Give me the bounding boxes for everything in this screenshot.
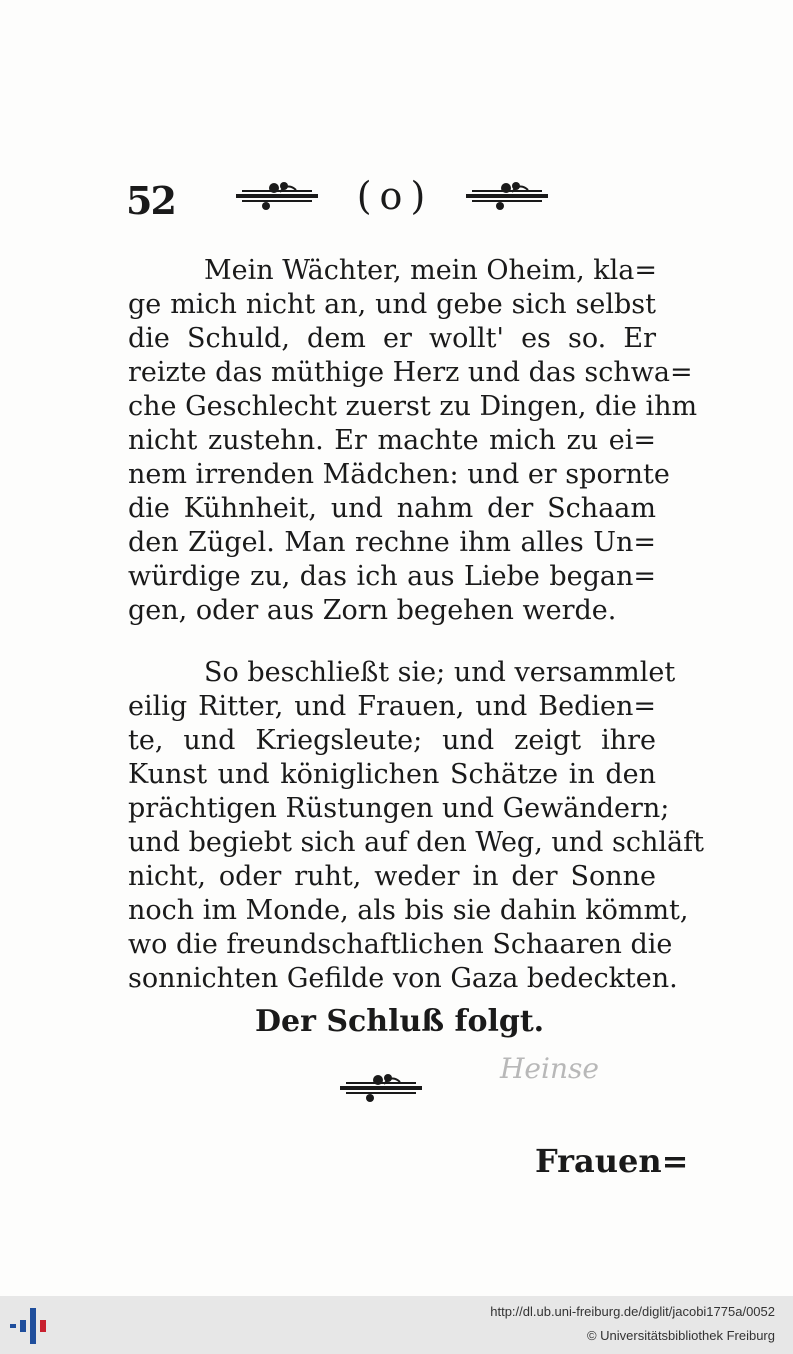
text-line: nicht zustehn. Er machte mich zu ei= (128, 425, 656, 456)
text-line: die Kühnheit, und nahm der Schaam (128, 493, 656, 524)
page-url[interactable]: http://dl.ub.uni-freiburg.de/diglit/jacobi1775a/0052 (490, 1304, 775, 1319)
text-line: würdige zu, das ich aus Liebe began= (128, 561, 656, 592)
text-line: sonnichten Gefilde von Gaza bedeckten. (128, 963, 678, 994)
ornament-bottom-icon (340, 1072, 422, 1106)
text-line: ge mich nicht an, und gebe sich selbst (128, 289, 656, 320)
text-line: den Zügel. Man rechne ihm alles Un= (128, 527, 656, 558)
paragraph-2 (128, 656, 704, 996)
text-line: Kunst und königlichen Schätze in den (128, 759, 656, 790)
text-line: prächtigen Rüstungen und Gewändern; (128, 793, 670, 824)
closing-line: Der Schluß folgt. (255, 1004, 545, 1039)
catchword: Frauen= (535, 1142, 689, 1180)
library-logo-icon[interactable] (10, 1308, 50, 1344)
header-center-mark: (o) (356, 174, 434, 218)
page-number: 52 (126, 178, 175, 223)
copyright-notice: © Universitätsbibliothek Freiburg (586, 1328, 775, 1343)
handwritten-note: Heinse (500, 1052, 599, 1085)
text-line: So beschließt sie; und versammlet (204, 657, 676, 688)
text-line: Mein Wächter, mein Oheim, kla= (204, 255, 657, 286)
text-line: noch im Monde, als bis sie dahin kömmt, (128, 895, 689, 926)
text-line: gen, oder aus Zorn begehen werde. (128, 595, 617, 626)
ornament-left-icon (236, 180, 318, 214)
viewer-footer (0, 1296, 793, 1354)
text-line: te, und Kriegsleute; und zeigt ihre (128, 725, 656, 756)
text-line: nicht, oder ruht, weder in der Sonne (128, 861, 656, 892)
ornament-right-icon (466, 180, 548, 214)
text-line: nem irrenden Mädchen: und er spornte (128, 459, 670, 490)
text-line: die Schuld, dem er wollt' es so. Er (128, 323, 656, 354)
text-line: und begiebt sich auf den Weg, und schläft (128, 827, 704, 858)
text-line: che Geschlecht zuerst zu Dingen, die ihm (128, 391, 698, 422)
text-line: reizte das müthige Herz und das schwa= (128, 357, 693, 388)
page-header (120, 172, 680, 222)
text-line: eilig Ritter, und Frauen, und Bedien= (128, 691, 656, 722)
text-line: wo die freundschaftlichen Schaaren die (128, 929, 673, 960)
paragraph-1 (128, 254, 698, 628)
